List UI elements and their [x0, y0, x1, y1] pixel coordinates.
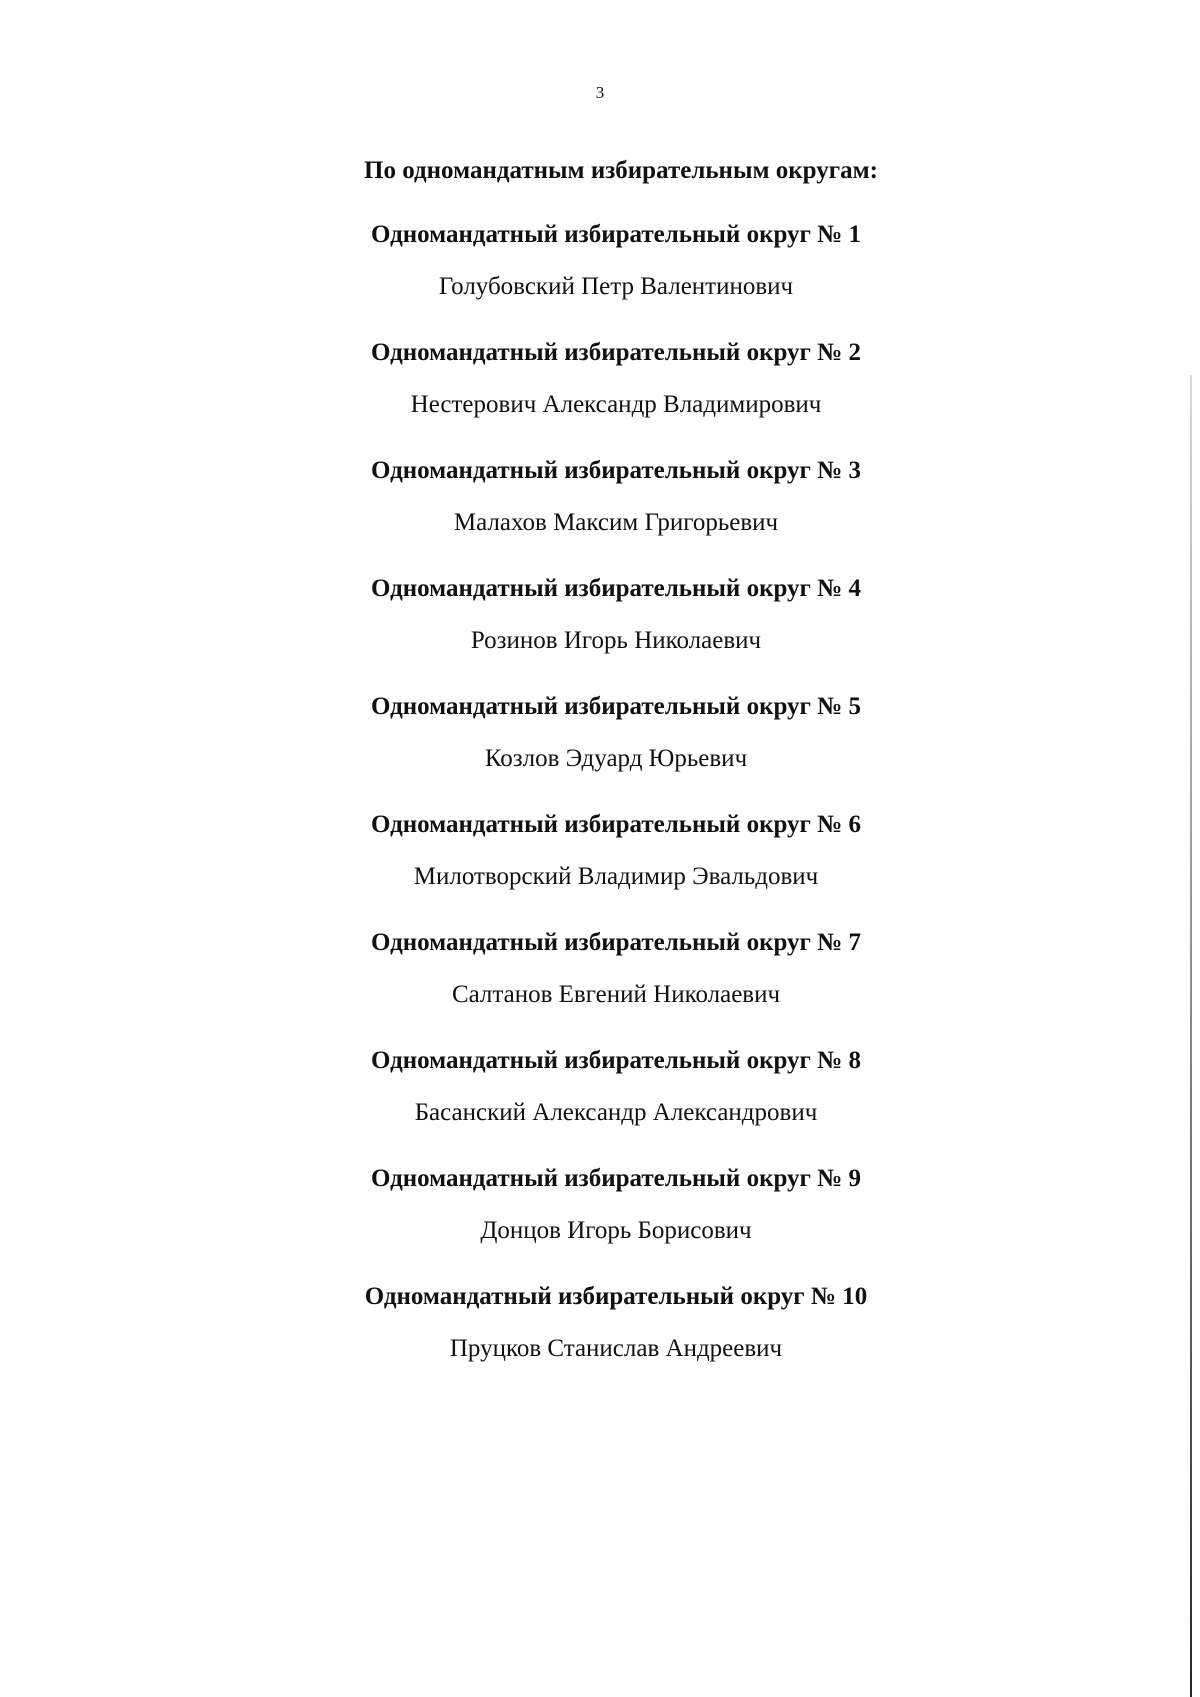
candidate-name: Голубовский Петр Валентинович [438, 273, 794, 300]
district-item-5 [0, 692, 1200, 810]
candidate-name: Донцов Игорь Борисович [480, 1217, 752, 1244]
candidate-name: Розинов Игорь Николаевич [470, 627, 762, 654]
district-item-7 [0, 928, 1200, 1046]
page-number: 3 [595, 83, 605, 102]
district-item-3 [0, 456, 1200, 574]
district-title: Одномандатный избирательный округ № 10 [364, 1283, 868, 1310]
district-item-6 [0, 810, 1200, 928]
section-heading: По одномандатным избирательным округам: [364, 157, 878, 184]
district-title: Одномандатный избирательный округ № 9 [370, 1165, 862, 1192]
district-item-2 [0, 338, 1200, 456]
candidate-name: Козлов Эдуард Юрьевич [484, 745, 748, 772]
district-title: Одномандатный избирательный округ № 6 [370, 811, 862, 838]
district-title: Одномандатный избирательный округ № 4 [370, 575, 862, 602]
district-title: Одномандатный избирательный округ № 1 [370, 221, 862, 248]
district-item-1 [0, 220, 1200, 338]
district-title: Одномандатный избирательный округ № 5 [370, 693, 862, 720]
district-list [0, 220, 1200, 1400]
candidate-name: Салтанов Евгений Николаевич [451, 981, 781, 1008]
candidate-name: Милотворский Владимир Эвальдович [413, 863, 819, 890]
candidate-name: Басанский Александр Александрович [414, 1099, 818, 1126]
candidate-name: Нестерович Александр Владимирович [410, 391, 822, 418]
district-title: Одномандатный избирательный округ № 8 [370, 1047, 862, 1074]
candidate-name: Пруцков Станислав Андреевич [449, 1335, 783, 1362]
candidate-name: Малахов Максим Григорьевич [453, 509, 779, 536]
district-title: Одномандатный избирательный округ № 3 [370, 457, 862, 484]
district-title: Одномандатный избирательный округ № 7 [370, 929, 862, 956]
district-item-8 [0, 1046, 1200, 1164]
district-item-9 [0, 1164, 1200, 1282]
scan-edge-line [1190, 375, 1192, 1697]
district-item-4 [0, 574, 1200, 692]
district-item-10 [0, 1282, 1200, 1400]
district-title: Одномандатный избирательный округ № 2 [370, 339, 862, 366]
